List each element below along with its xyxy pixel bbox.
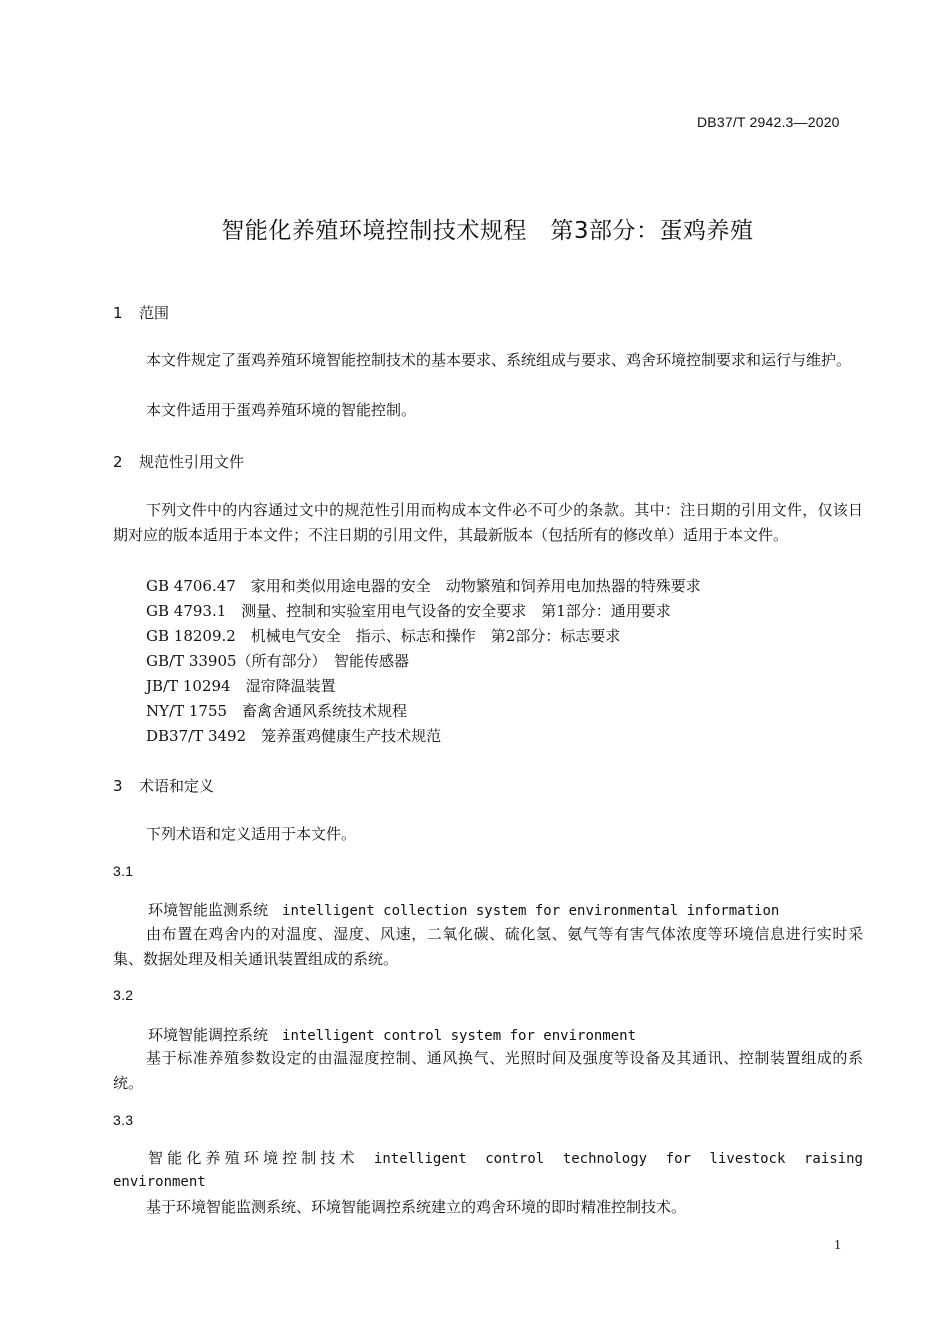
term-entry: [113, 1146, 863, 1172]
term-chinese: 环境智能调控系统: [148, 1026, 269, 1044]
section-1-paragraph-1: 本文件规定了蛋鸡养殖环境智能控制技术的基本要求、系统组成与要求、鸡舍环境控制要求和运行与维护。: [146, 351, 852, 369]
section-3-heading: [113, 775, 214, 796]
reference-item: NY/T 1755 畜禽舍通风系统技术规程: [146, 702, 408, 720]
reference-item: DB37/T 3492 笼养蛋鸡健康生产技术规范: [146, 727, 442, 745]
term-number: 3.2: [113, 987, 134, 1003]
section-1-paragraph-2: 本文件适用于蛋鸡养殖环境的智能控制。: [146, 401, 417, 419]
term-entry: [148, 899, 779, 920]
page-number: 1: [834, 1238, 841, 1253]
term-entry: [148, 1024, 636, 1045]
section-2-heading: [113, 451, 244, 472]
section-2-paragraph-1: 下列文件中的内容通过文中的规范性引用而构成本文件必不可少的条款。其中：注日期的引用文件，仅该日期对应的版本适用于本文件；不注日期的引用文件，其最新版本（包括所有的修改单）适用于本文件。: [113, 501, 863, 544]
document-title: 智能化养殖环境控制技术规程 第3部分：蛋鸡养殖: [221, 218, 754, 244]
section-number: 1: [113, 304, 123, 322]
term-english: intelligent control technology for livestock raising: [373, 1151, 863, 1167]
term-number: 3.1: [113, 863, 134, 879]
section-1-heading: [113, 302, 169, 323]
standard-code: DB37/T 2942.3—2020: [697, 114, 840, 130]
term-definition: 基于标准养殖参数设定的由温湿度控制、通风换气、光照时间及强度等设备及其通讯、控制装置组成的系统。: [113, 1049, 863, 1092]
term-definition: 由布置在鸡舍内的对温度、湿度、风速，二氧化碳、硫化氢、氨气等有害气体浓度等环境信息进行实时采集、数据处理及相关通讯装置组成的系统。: [113, 925, 863, 968]
term-definition: 基于环境智能监测系统、环境智能调控系统建立的鸡舍环境的即时精准控制技术。: [146, 1198, 687, 1216]
reference-item: GB 18209.2 机械电气安全 指示、标志和操作 第2部分：标志要求: [146, 627, 621, 645]
term-english: intelligent control system for environment: [282, 1028, 637, 1044]
term-number: 3.3: [113, 1112, 134, 1128]
section-title: 范围: [139, 304, 170, 322]
term-english: intelligent collection system for environmental information: [282, 903, 780, 919]
section-3-paragraph-1: 下列术语和定义适用于本文件。: [146, 825, 357, 843]
term-english-continuation: environment: [113, 1174, 206, 1190]
section-title: 规范性引用文件: [139, 453, 245, 471]
section-number: 3: [113, 777, 123, 795]
section-title: 术语和定义: [139, 777, 215, 795]
reference-item: JB/T 10294 湿帘降温装置: [146, 677, 336, 695]
reference-item: GB 4706.47 家用和类似用途电器的安全 动物繁殖和饲养用电加热器的特殊要求: [146, 577, 701, 595]
reference-item: GB 4793.1 测量、控制和实验室用电气设备的安全要求 第1部分：通用要求: [146, 602, 671, 620]
reference-item: GB/T 33905（所有部分） 智能传感器: [146, 652, 410, 670]
term-chinese: 智能化养殖环境控制技术: [148, 1149, 359, 1167]
section-number: 2: [113, 453, 123, 471]
term-chinese: 环境智能监测系统: [148, 901, 269, 919]
